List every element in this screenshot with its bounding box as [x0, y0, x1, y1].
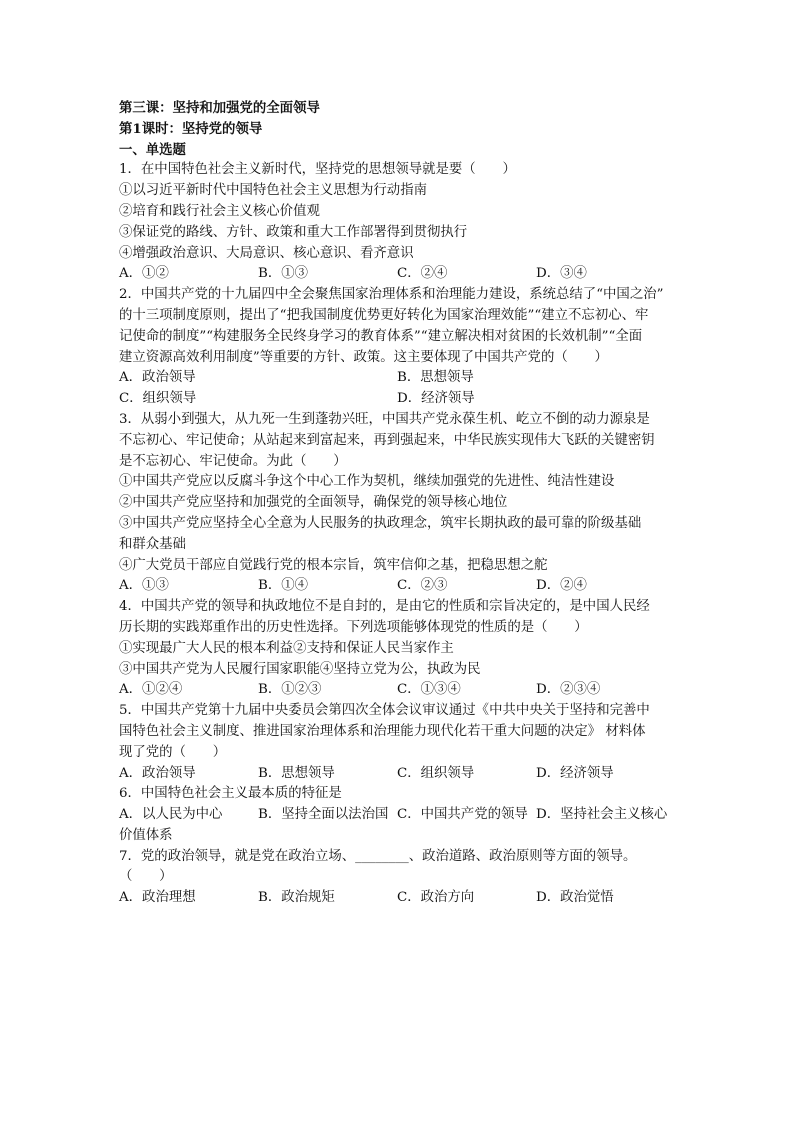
- question-text: 建立资源高效利用制度”等重要的方针、政策。这主要体现了中国共产党的（ ）: [119, 349, 608, 365]
- question-text: 不忘初心、牢记使命；从站起来到富起来，再到强起来，中华民族实现伟大飞跃的关键密钥: [119, 432, 655, 448]
- question-text: 6．中国特色社会主义最本质的特征是: [119, 786, 342, 802]
- statement: ①以习近平新时代中国特色社会主义思想为行动指南: [119, 183, 427, 199]
- question-4: [119, 597, 679, 701]
- option-a[interactable]: A．①②: [119, 266, 169, 282]
- document-page: [119, 98, 679, 909]
- option-d[interactable]: D．③④: [536, 266, 587, 282]
- option-c[interactable]: C．②④: [397, 266, 448, 282]
- option-a[interactable]: A．政治领导: [119, 370, 196, 386]
- question-3: [119, 410, 679, 597]
- section-title: 一、单选题: [119, 141, 186, 158]
- answer-options: [119, 264, 679, 285]
- option-c[interactable]: C．组织领导: [119, 391, 197, 407]
- question-text: 7．党的政治领导，就是党在政治立场、________、政治道路、政治原则等方面的领导。: [119, 848, 637, 864]
- statement: ②培育和践行社会主义核心价值观: [119, 203, 320, 219]
- statement: ①中国共产党应以反腐斗争这个中心工作为契机，继续加强党的先进性、纯洁性建设: [119, 474, 615, 490]
- option-d-continued: 价值体系: [119, 827, 173, 843]
- answer-options: [119, 764, 679, 785]
- question-6: [119, 784, 679, 846]
- question-2: [119, 285, 679, 410]
- question-text: 4．中国共产党的领导和执政地位不是自封的，是由它的性质和宗旨决定的，是中国人民经: [119, 599, 650, 615]
- question-7: [119, 847, 679, 909]
- option-b[interactable]: B．①④: [258, 578, 309, 594]
- question-text: 5．中国共产党第十九届中央委员会第四次全体会议审议通过《中共中央关于坚持和完善中: [119, 703, 650, 719]
- answer-options: [119, 368, 679, 389]
- option-c[interactable]: C．①③④: [397, 682, 461, 698]
- question-text: 现了党的（ ）: [119, 744, 227, 760]
- statement: ②中国共产党应坚持和加强党的全面领导，确保党的领导核心地位: [119, 495, 508, 511]
- option-d[interactable]: D．②③④: [536, 682, 601, 698]
- option-c[interactable]: C．中国共产党的领导: [397, 807, 528, 823]
- answer-options: [119, 805, 679, 826]
- option-b[interactable]: B．思想领导: [258, 765, 335, 781]
- statement: 和群众基础: [119, 536, 186, 552]
- option-c[interactable]: C．②③: [397, 578, 448, 594]
- question-text: 2．中国共产党的十九届四中全会聚焦国家治理体系和治理能力建设，系统总结了“中国之治”: [119, 287, 664, 303]
- class-title: 第1课时：坚持党的领导: [119, 120, 263, 137]
- answer-options: [119, 888, 679, 909]
- option-b[interactable]: B．坚持全面以法治国: [258, 807, 389, 823]
- question-text: 记使命的制度”“构建服务全民终身学习的教育体系”“建立解决相对贫困的长效机制”“全面: [119, 328, 643, 344]
- option-b[interactable]: B．政治规矩: [258, 890, 335, 906]
- option-b[interactable]: B．①③: [258, 266, 309, 282]
- option-c[interactable]: C．组织领导: [397, 765, 475, 781]
- answer-options: [119, 680, 679, 701]
- question-text: 的十三项制度原则，提出了“把我国制度优势更好转化为国家治理效能”“建立不忘初心、牢: [119, 307, 649, 323]
- option-c[interactable]: C．政治方向: [397, 890, 475, 906]
- question-5: [119, 701, 679, 784]
- option-d[interactable]: D．经济领导: [397, 391, 475, 407]
- option-a[interactable]: A．①③: [119, 578, 169, 594]
- option-d[interactable]: D．经济领导: [536, 765, 614, 781]
- question-text: 历长期的实践郑重作出的历史性选择。下列选项能够体现党的性质的是（ ）: [119, 619, 588, 635]
- option-a[interactable]: A．①②④: [119, 682, 183, 698]
- option-a[interactable]: A．政治理想: [119, 890, 196, 906]
- question-text: 1．在中国特色社会主义新时代，坚持党的思想领导就是要（ ）: [119, 162, 516, 178]
- statement: ①实现最广大人民的根本利益②支持和保证人民当家作主: [119, 640, 454, 656]
- question-text: 是不忘初心、牢记使命。为此（ ）: [119, 453, 347, 469]
- answer-options: [119, 389, 679, 410]
- option-b[interactable]: B．思想领导: [397, 370, 474, 386]
- lesson-title: 第三课：坚持和加强党的全面领导: [119, 100, 320, 116]
- question-1: [119, 160, 679, 285]
- statement: ③保证党的路线、方针、政策和重大工作部署得到贯彻执行: [119, 224, 468, 240]
- statement: ④增强政治意识、大局意识、核心意识、看齐意识: [119, 245, 414, 261]
- option-a[interactable]: A．以人民为中心: [119, 807, 223, 823]
- question-text: （ ）: [119, 869, 173, 885]
- option-b[interactable]: B．①②③: [258, 682, 322, 698]
- statement: ③中国共产党为人民履行国家职能④坚持立党为公，执政为民: [119, 661, 481, 677]
- option-a[interactable]: A．政治领导: [119, 765, 196, 781]
- option-d[interactable]: D．②④: [536, 578, 587, 594]
- option-d[interactable]: D．政治觉悟: [536, 890, 614, 906]
- answer-options: [119, 576, 679, 597]
- question-text: 国特色社会主义制度、推进国家治理体系和治理能力现代化若干重大问题的决定》 材料体: [119, 723, 646, 739]
- option-d[interactable]: D．坚持社会主义核心: [536, 807, 668, 823]
- question-text: 3．从弱小到强大，从九死一生到蓬勃兴旺，中国共产党永葆生机、屹立不倒的动力源泉是: [119, 411, 650, 427]
- statement: ④广大党员干部应自觉践行党的根本宗旨，筑牢信仰之基，把稳思想之舵: [119, 557, 548, 573]
- statement: ③中国共产党应坚持全心全意为人民服务的执政理念，筑牢长期执政的最可靠的阶级基础: [119, 515, 642, 531]
